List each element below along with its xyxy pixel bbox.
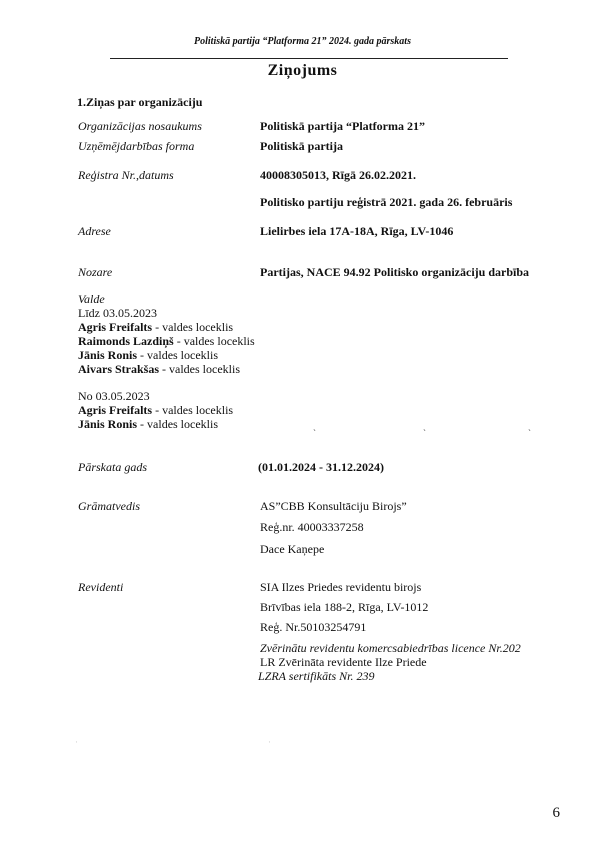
stray-mark: · (268, 737, 271, 747)
sector-value: Partijas, NACE 94.92 Politisko organizāciju darbība (260, 265, 529, 279)
section-title: 1.Ziņas par organizāciju (77, 95, 203, 109)
auditor-line: Brīvības iela 188-2, Rīga, LV-1012 (260, 600, 429, 614)
report-year-label: Pārskata gads (78, 460, 147, 474)
address-label: Adrese (78, 224, 111, 238)
business-form-label: Uzņēmējdarbības forma (78, 139, 195, 153)
member-role: - valdes loceklis (159, 362, 240, 376)
business-form-value: Politiskā partija (260, 139, 343, 153)
board-from-label: No 03.05.2023 (78, 389, 150, 403)
registration-value: 40008305013, Rīgā 26.02.2021. (260, 168, 416, 182)
member-role: - valdes loceklis (137, 417, 219, 431)
auditor-certificate: LZRA sertifikāts Nr. 239 (258, 669, 375, 683)
board-block (78, 292, 255, 376)
stray-mark: ˏ (528, 421, 531, 431)
member-role: - valdes loceklis (137, 348, 219, 362)
board-member (78, 417, 233, 431)
header-rule (110, 58, 508, 59)
member-role: - valdes loceklis (152, 403, 234, 417)
running-header: Politiskā partija “Platforma 21” 2024. gada pārskats (194, 36, 411, 47)
board-member (78, 362, 255, 376)
board-member (78, 334, 255, 348)
registration-value-2: Politisko partiju reģistrā 2021. gada 26. februāris (260, 195, 513, 209)
page-number: 6 (552, 805, 560, 821)
auditors-label: Revidenti (78, 580, 124, 594)
member-role: - valdes loceklis (173, 334, 255, 348)
member-name: Aivars Strakšas (78, 362, 160, 376)
accountant-line: Reģ.nr. 40003337258 (260, 520, 364, 534)
page-title: Ziņojums (267, 62, 338, 79)
stray-mark: · (75, 737, 78, 747)
registration-label: Reģistra Nr.,datums (78, 168, 174, 182)
member-name: Agris Freifalts (78, 320, 153, 334)
accountant-line: Dace Kaņepe (260, 542, 325, 556)
sector-label: Nozare (78, 265, 113, 279)
accountant-label: Grāmatvedis (78, 499, 140, 513)
auditor-licence: Zvērinātu revidentu komercsabiedrības licence Nr.202 (260, 641, 521, 655)
stray-mark: ˏ (423, 421, 426, 431)
accountant-line: AS”CBB Konsultāciju Birojs” (260, 499, 407, 513)
auditor-line: Reģ. Nr.50103254791 (260, 620, 367, 634)
member-name: Jānis Ronis (78, 417, 138, 431)
stray-mark: ˏ (313, 421, 316, 431)
member-name: Agris Freifalts (78, 403, 153, 417)
board-member (78, 348, 255, 362)
address-value: Lielirbes iela 17A-18A, Rīga, LV-1046 (260, 224, 454, 238)
org-name-label: Organizācijas nosaukums (78, 119, 202, 133)
auditor-certified: LR Zvērināta revidente Ilze Priede (260, 655, 427, 669)
board-member (78, 320, 255, 334)
org-name-value: Politiskā partija “Platforma 21” (260, 119, 425, 133)
member-name: Raimonds Lazdiņš (78, 334, 174, 348)
board-label: Valde (78, 292, 105, 306)
report-year-value: (01.01.2024 - 31.12.2024) (258, 460, 384, 474)
board-block-2 (78, 389, 233, 431)
board-until-label: Līdz 03.05.2023 (78, 306, 157, 320)
member-name: Jānis Ronis (78, 348, 138, 362)
auditor-line: SIA Ilzes Priedes revidentu birojs (260, 580, 422, 594)
board-member (78, 403, 233, 417)
member-role: - valdes loceklis (152, 320, 234, 334)
